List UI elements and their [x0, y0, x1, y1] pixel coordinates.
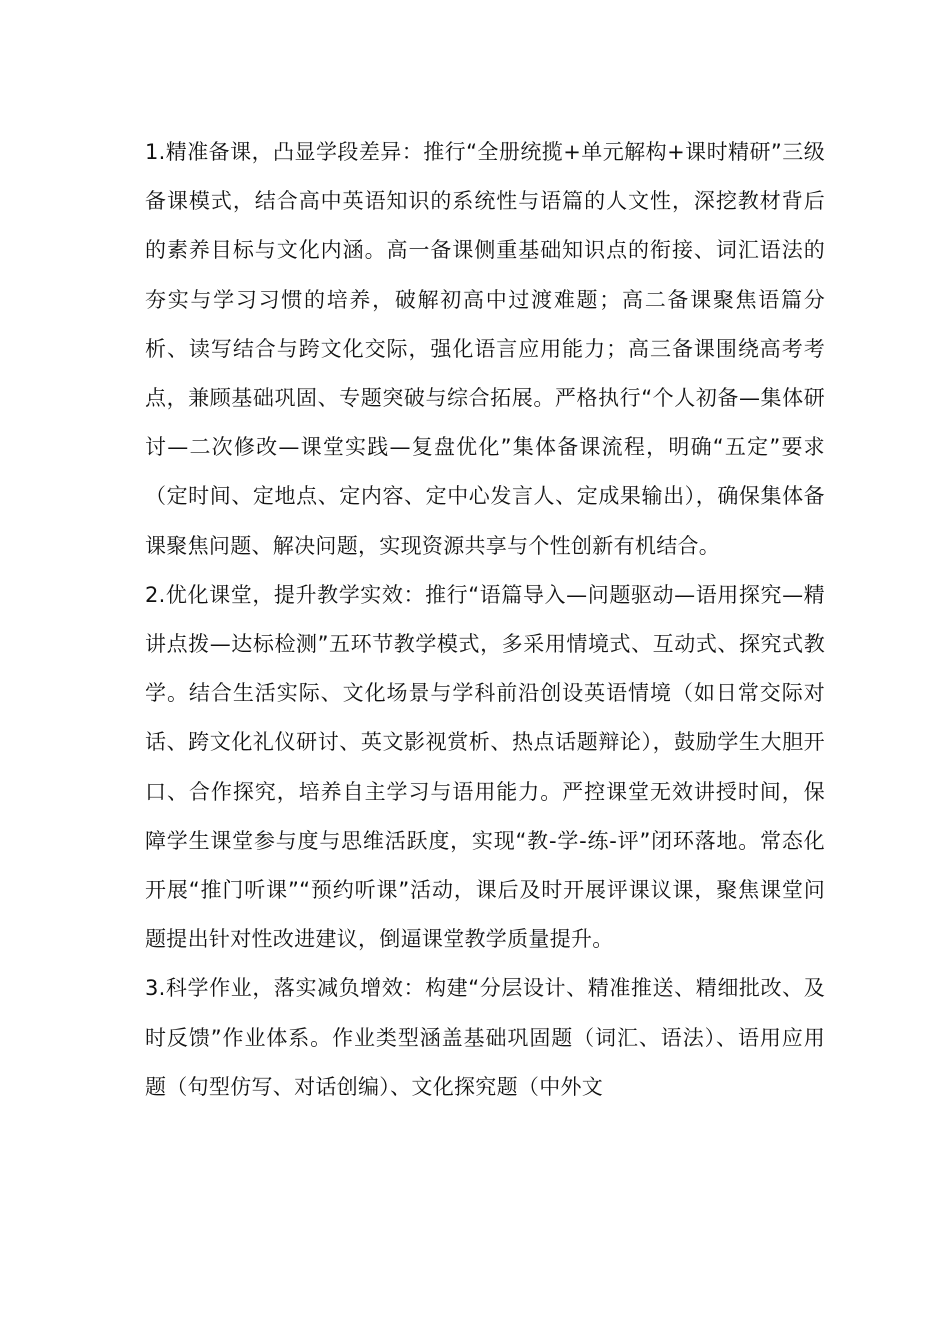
paragraph-lesson-preparation: 1.精准备课，凸显学段差异：推行“全册统揽+单元解构+课时精研”三级备课模式，结合高中英语知识的系统性与语篇的人文性，深挖教材背后的素养目标与文化内涵。高一备课侧重基础知识点的衔接、词汇语法的夯实与学习习惯的培养，破解初高中过渡难题；高二备课聚焦语篇分析、读写结合与跨文化交际，强化语言应用能力；高三备课围绕高考考点，兼顾基础巩固、专题突破与综合拓展。严格执行“个人初备—集体研讨—二次修改—课堂实践—复盘优化”集体备课流程，明确“五定”要求（定时间、定地点、定内容、定中心发言人、定成果输出），确保集体备课聚焦问题、解决问题，实现资源共享与个性创新有机结合。 [145, 140, 825, 558]
paragraph-homework-design: 3.科学作业，落实减负增效：构建“分层设计、精准推送、精细批改、及时反馈”作业体系。作业类型涵盖基础巩固题（词汇、语法）、语用应用题（句型仿写、对话创编）、文化探究题（中外文 [145, 976, 825, 1099]
document-body [145, 128, 825, 1112]
paragraph-classroom-optimization: 2.优化课堂，提升教学实效：推行“语篇导入—问题驱动—语用探究—精讲点拨—达标检测”五环节教学模式，多采用情境式、互动式、探究式教学。结合生活实际、文化场景与学科前沿创设英语情境（如日常交际对话、跨文化礼仪研讨、英文影视赏析、热点话题辩论），鼓励学生大胆开口、合作探究，培养自主学习与语用能力。严控课堂无效讲授时间，保障学生课堂参与度与思维活跃度，实现“教-学-练-评”闭环落地。常态化开展“推门听课”“预约听课”活动，课后及时开展评课议课，聚焦课堂问题提出针对性改进建议，倒逼课堂教学质量提升。 [145, 582, 825, 952]
